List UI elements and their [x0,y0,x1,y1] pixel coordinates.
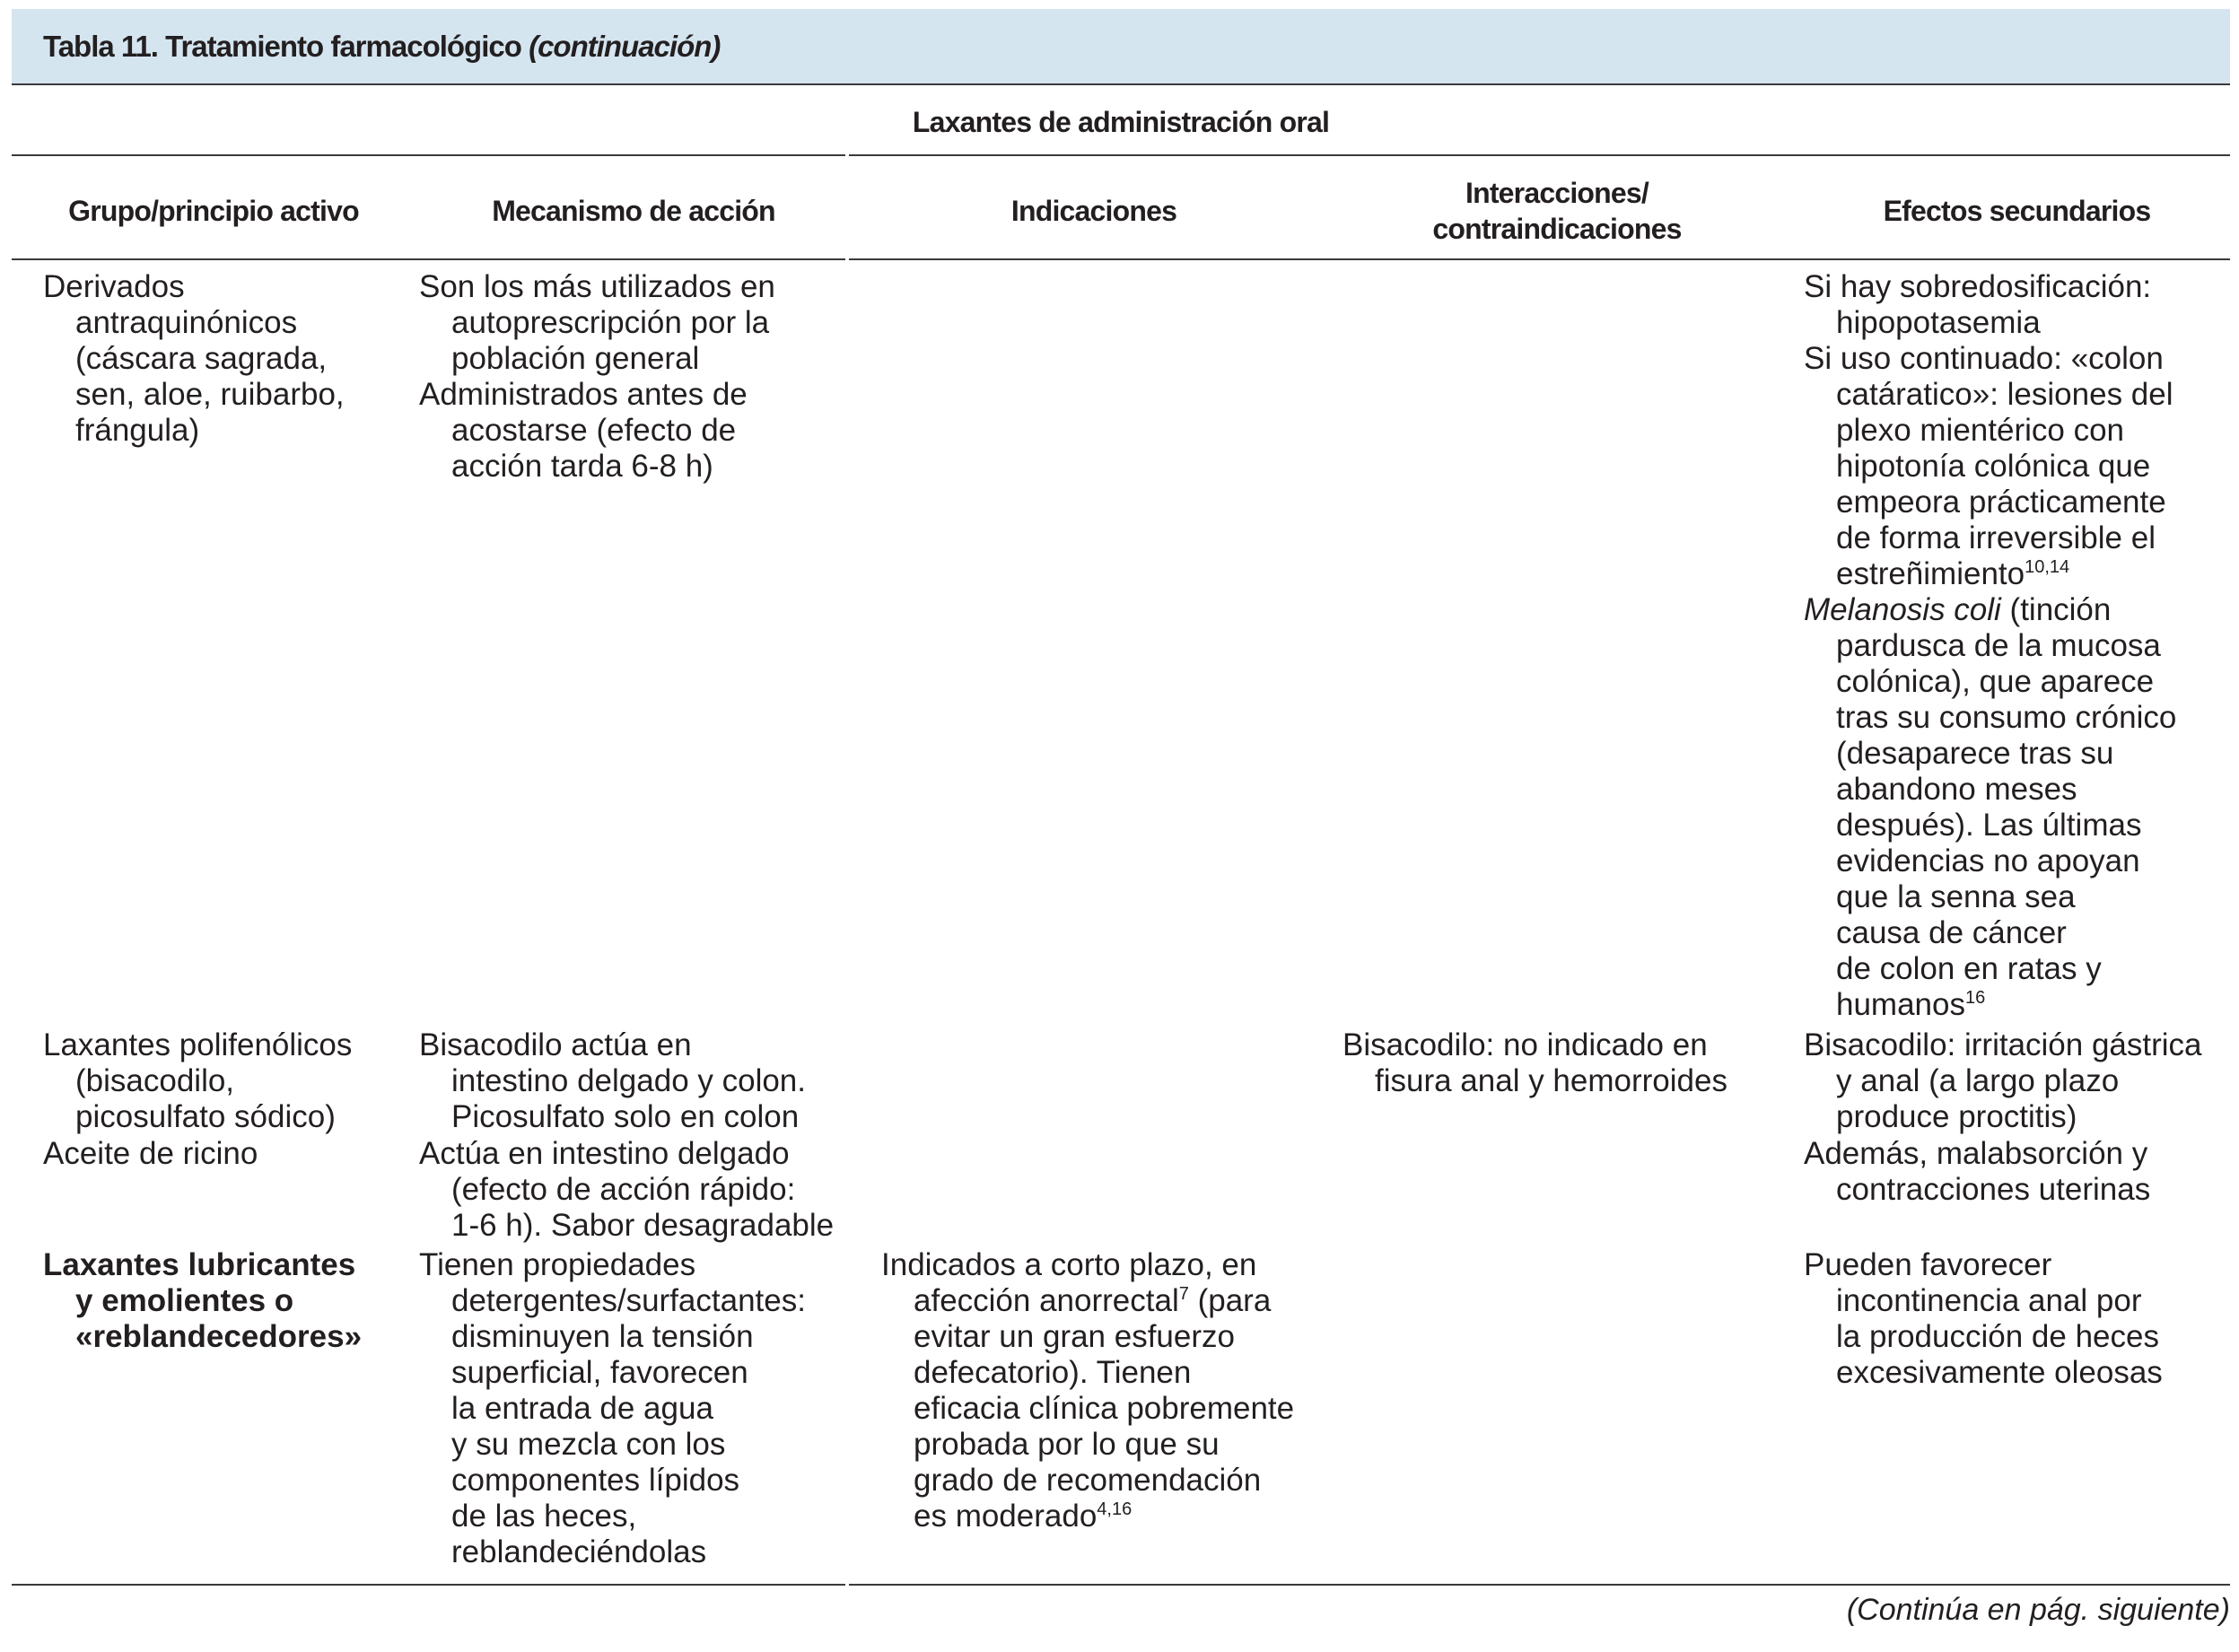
text-segment: humanos [1836,987,1965,1022]
text-line: incontinencia anal por [1836,1283,2142,1318]
text-line: causa de cáncer [1836,915,2067,950]
text-line: colónica), que aparece [1836,664,2155,699]
text-line: Bisacodilo: no indicado en [1343,1027,1708,1062]
cell-paragraph [1804,269,2176,341]
text-line: 1-6 h). Sabor desagradable [451,1208,835,1243]
text-line: la producción de heces [1836,1319,2159,1354]
text-line: fisura anal y hemorroides [1375,1063,1727,1098]
column-header-grupo: Grupo/principio activo [68,195,359,227]
text-line: tras su consumo crónico [1836,700,2177,735]
cell-paragraph [1343,1027,1727,1099]
cell-efectos [1804,1136,2150,1208]
text-line: plexo mientérico con [1836,413,2124,448]
cell-paragraph [1804,1247,2163,1391]
cell-efectos [1804,1247,2163,1391]
text-line: evidencias no apoyan [1836,843,2140,878]
text-line: superficial, favorecen [451,1355,748,1390]
text-line: Bisacodilo actúa en [419,1027,692,1062]
text-line: Si uso continuado: «colon [1804,341,2164,376]
rule-top [12,83,2230,85]
reference-superscript: 7 [1178,1284,1189,1304]
text-line: frángula) [75,413,200,448]
text-segment: Laxantes lubricantes [43,1247,356,1282]
text-segment: Melanosis coli [1804,592,2001,627]
text-line: Administrados antes de [419,377,748,412]
cell-indicaciones [881,1247,1294,1534]
text-line: Picosulfato solo en colon [451,1099,800,1134]
rule-section [12,154,845,156]
text-line: contracciones uterinas [1836,1172,2151,1207]
cell-paragraph [1804,1027,2202,1135]
text-line: Laxantes polifenólicos [43,1027,353,1062]
rule-bottom [12,1584,845,1586]
text-line: Aceite de ricino [43,1136,258,1171]
text-line: Si hay sobredosificación: [1804,269,2152,304]
cell-paragraph [43,1136,258,1172]
cell-paragraph [419,1247,806,1570]
text-line: (cáscara sagrada, [75,341,328,376]
text-line: hipopotasemia [1836,305,2041,340]
reference-superscript: 4,16 [1097,1499,1133,1519]
text-line: eficacia clínica pobremente [914,1391,1295,1426]
cell-interacciones [1343,1027,1727,1099]
text-segment: (para [1188,1283,1272,1318]
text-line [914,1283,1294,1319]
text-line: Bisacodilo: irritación gástrica [1804,1027,2202,1062]
text-line: de las heces, [451,1499,637,1534]
text-line: la entrada de agua [451,1391,713,1426]
text-segment: afección anorrectal [914,1283,1179,1318]
text-line: catáratico»: lesiones del [1836,377,2173,412]
rule-header [12,258,845,260]
text-line: defecatorio). Tienen [914,1355,1192,1390]
text-line: autoprescripción por la [451,305,770,340]
cell-paragraph [1804,592,2176,1023]
text-line: de colon en ratas y [1836,951,2102,986]
text-line: que la senna sea [1836,879,2076,914]
table-title-main: Tabla 11. Tratamiento farmacológico [43,30,521,63]
cell-grupo [43,1247,362,1355]
rule-header [849,258,2230,260]
cell-paragraph [1804,1136,2150,1208]
text-line [75,1319,362,1355]
text-line: Tienen propiedades [419,1247,696,1282]
cell-paragraph [1804,341,2176,592]
cell-paragraph [43,269,345,449]
cell-paragraph [881,1247,1294,1534]
cell-mecanismo [419,1247,806,1570]
text-line: grado de recomendación [914,1463,1262,1498]
section-header: Laxantes de administración oral [912,106,1330,138]
text-segment: es moderado [914,1499,1098,1534]
text-segment: estreñimiento [1836,556,2025,591]
text-line [1836,987,2176,1023]
continued-note: (Continúa en pág. siguiente) [1846,1593,2230,1627]
reference-superscript: 16 [1964,988,1986,1008]
cell-grupo [43,1027,352,1135]
text-line: acostarse (efecto de [451,413,737,448]
text-line: reblandeciéndolas [451,1534,707,1569]
text-line [43,1247,362,1283]
text-line: excesivamente oleosas [1836,1355,2163,1390]
cell-paragraph [419,1136,834,1244]
cell-efectos [1804,1027,2202,1135]
text-line: detergentes/surfactantes: [451,1283,806,1318]
cell-paragraph [419,269,775,377]
cell-mecanismo [419,1136,834,1244]
text-line: Son los más utilizados en [419,269,775,304]
text-line [914,1499,1294,1534]
table-title-continuation: (continuación) [529,30,721,63]
text-segment: (tinción [2000,592,2112,627]
text-line: pardusca de la mucosa [1836,628,2161,663]
text-line: (bisacodilo, [75,1063,235,1098]
text-line [1804,592,2176,628]
text-line: Actúa en intestino delgado [419,1136,790,1171]
column-header-mecanismo: Mecanismo de acción [492,195,775,227]
text-line: componentes lípidos [451,1463,740,1498]
text-segment: y emolientes o [75,1283,294,1318]
text-line: (desaparece tras su [1836,736,2114,771]
cell-efectos [1804,269,2176,1023]
text-line [75,1283,362,1319]
reference-superscript: 10,14 [2025,557,2070,577]
text-line: probada por lo que su [914,1427,1220,1462]
text-line: evitar un gran esfuerzo [914,1319,1235,1354]
text-line [1836,556,2176,592]
text-line: acción tarda 6-8 h) [451,449,713,484]
cell-paragraph [43,1027,352,1135]
text-segment: «reblandecedores» [75,1319,363,1354]
text-line: población general [451,341,700,376]
text-line: sen, aloe, ruibarbo, [75,377,345,412]
text-line: (efecto de acción rápido: [451,1172,796,1207]
text-line: Pueden favorecer [1804,1247,2052,1282]
text-line: hipotonía colónica que [1836,449,2151,484]
cell-mecanismo [419,1027,806,1135]
text-line: antraquinónicos [75,305,298,340]
text-line: abandono meses [1836,772,2077,807]
cell-paragraph [419,1027,806,1135]
text-line: después). Las últimas [1836,808,2142,843]
cell-mecanismo [419,269,775,485]
text-line: y anal (a largo plazo [1836,1063,2120,1098]
text-line: Derivados [43,269,185,304]
text-line: empeora prácticamente [1836,485,2166,520]
text-line: y su mezcla con los [451,1427,726,1462]
rule-bottom [849,1584,2230,1586]
text-line: Además, malabsorción y [1804,1136,2148,1171]
text-line: picosulfato sódico) [75,1099,336,1134]
text-line: Indicados a corto plazo, en [881,1247,1257,1282]
cell-paragraph [43,1247,362,1355]
cell-grupo [43,1136,258,1172]
text-line: de forma irreversible el [1836,520,2156,555]
text-line: intestino delgado y colon. [451,1063,806,1098]
rule-section [849,154,2230,156]
table-title [43,30,720,64]
column-header-efectos: Efectos secundarios [1883,195,2151,227]
text-line: produce proctitis) [1836,1099,2077,1134]
column-header-indicaciones: Indicaciones [1010,195,1177,227]
column-header-interacciones: Interacciones/ contraindicaciones [1432,177,1682,245]
cell-paragraph [419,377,775,485]
text-line: disminuyen la tensión [451,1319,754,1354]
cell-grupo [43,269,345,449]
